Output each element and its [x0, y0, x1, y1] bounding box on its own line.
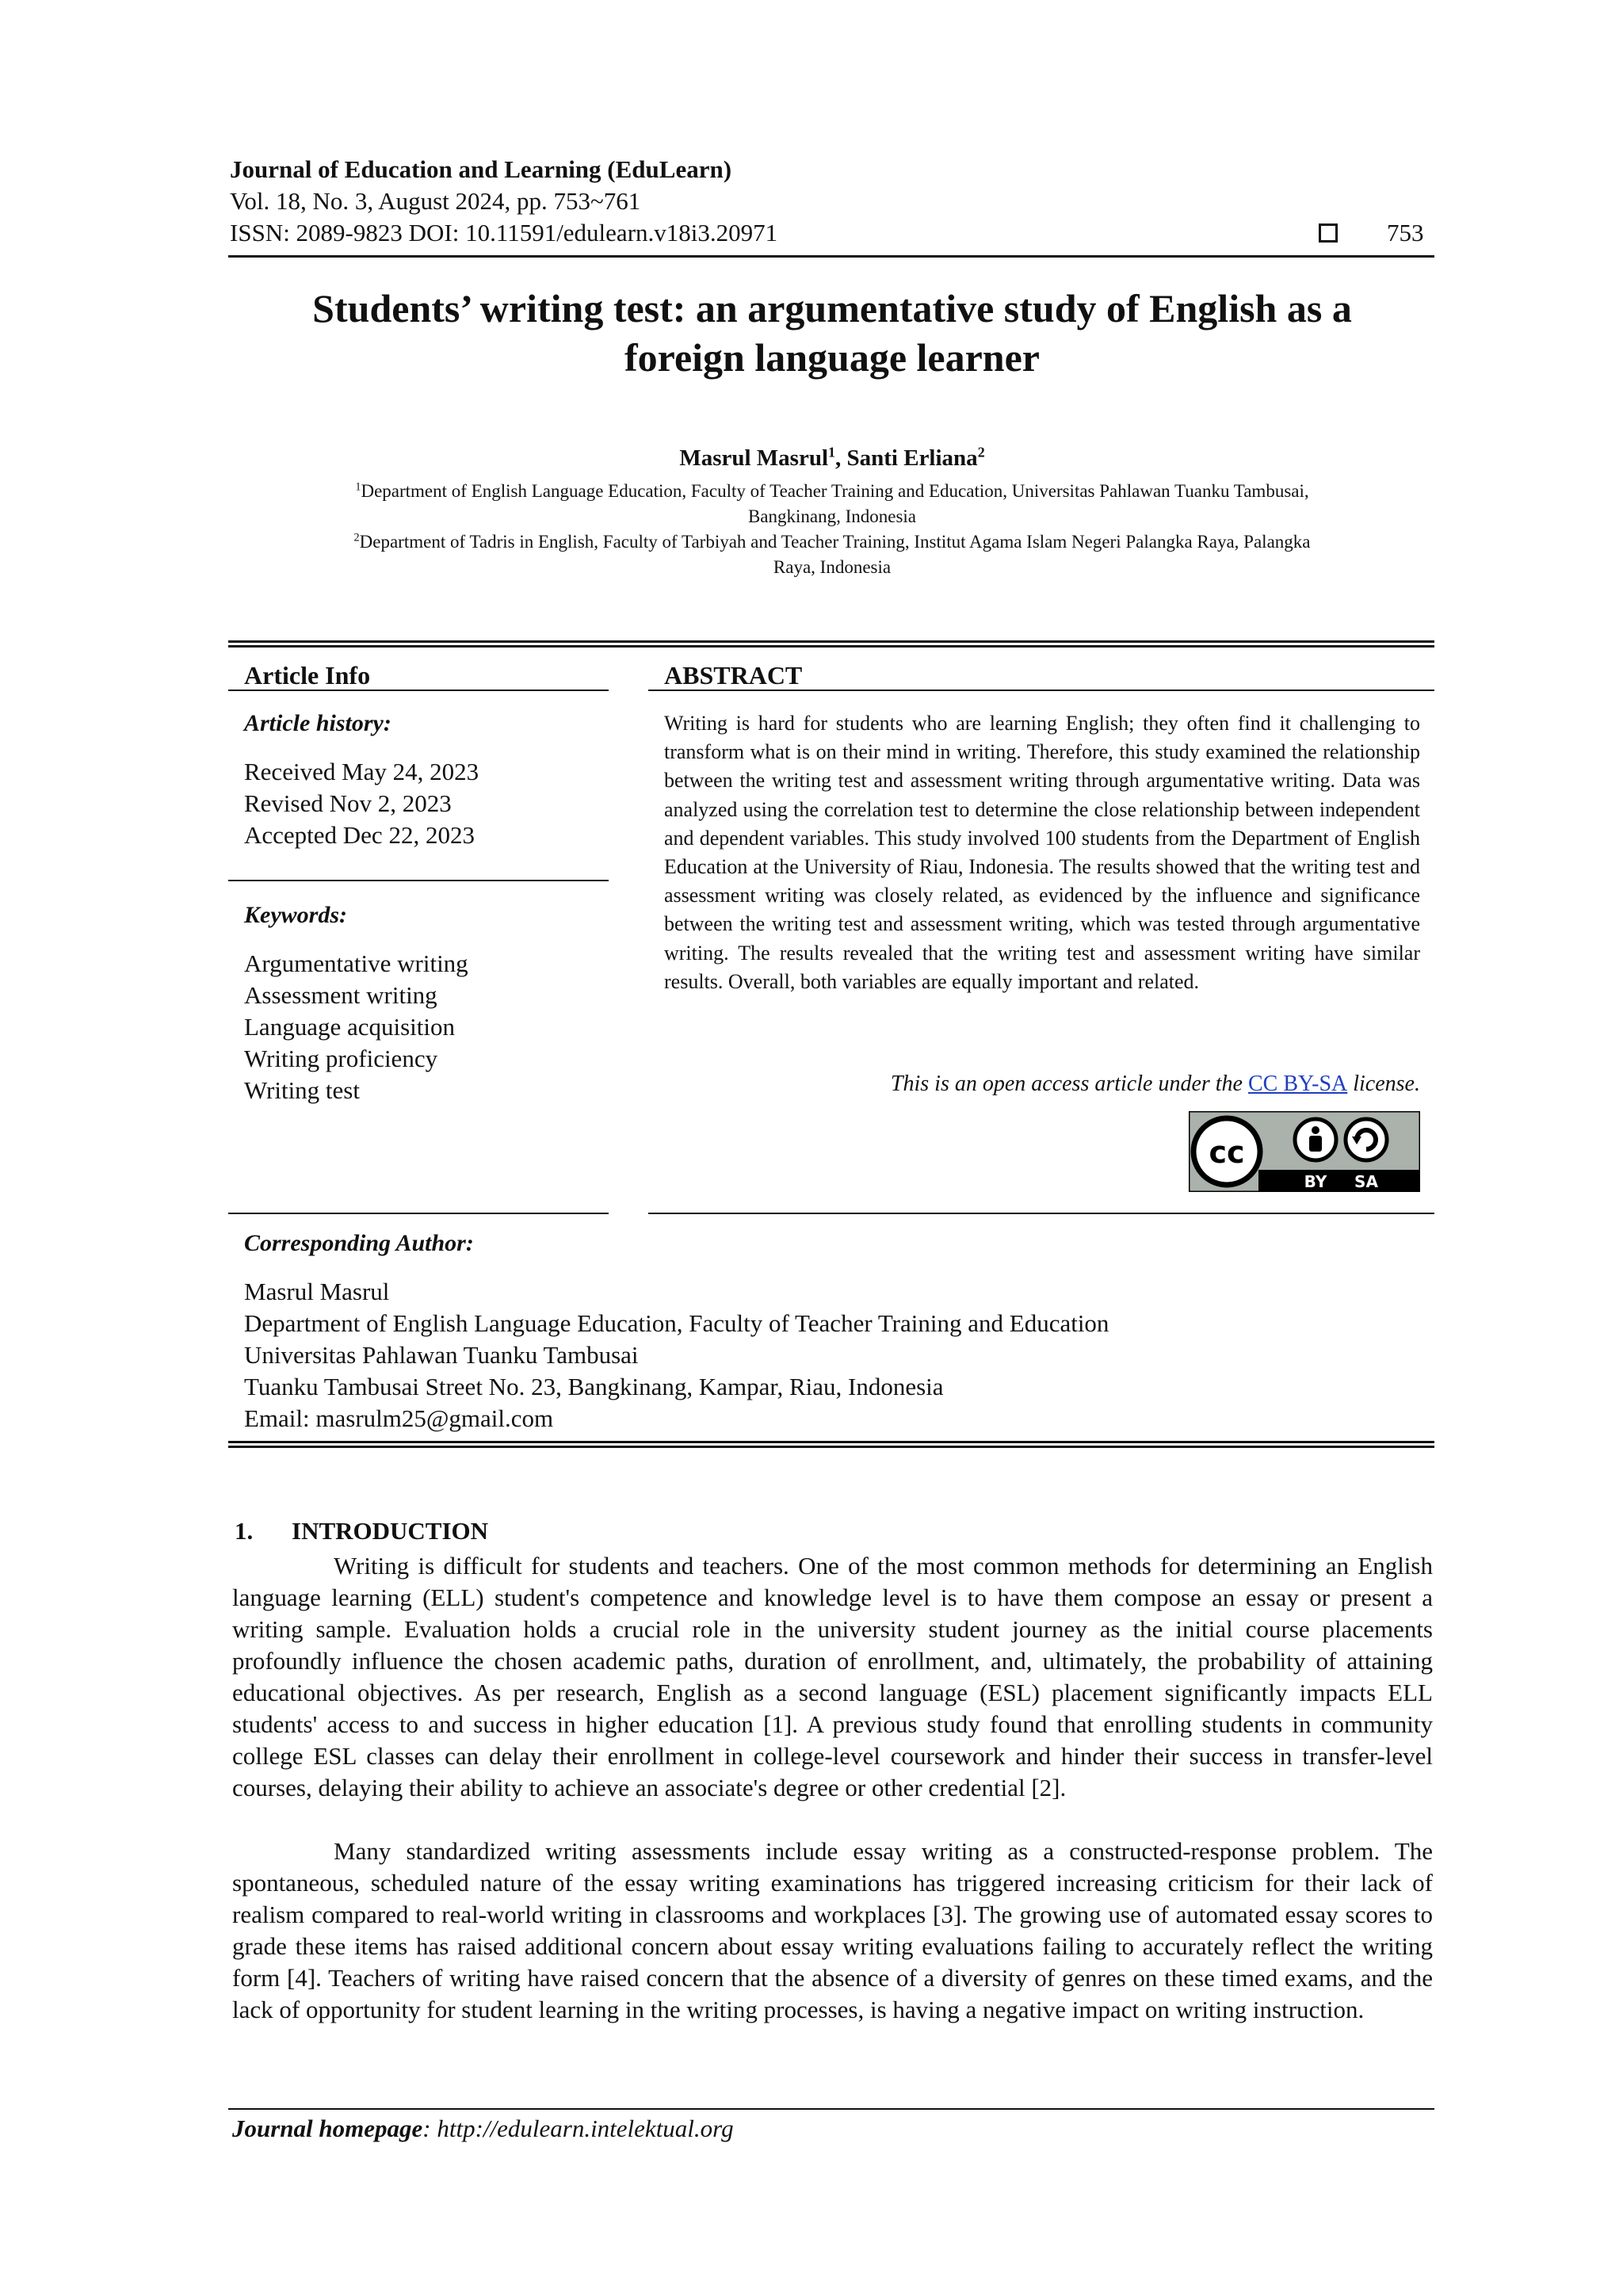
affiliation-2-line1: Department of Tadris in English, Faculty of Tarbiyah and Teacher Training, Institut Agama Islam Negeri Palangka Raya, Palangka	[359, 532, 1311, 552]
revised-date: Revised Nov 2, 2023	[244, 789, 452, 817]
affiliation-2	[238, 529, 1426, 580]
introduction-heading	[235, 1517, 488, 1545]
article-title	[230, 284, 1434, 382]
received-date: Received May 24, 2023	[244, 758, 479, 785]
affiliation-1	[238, 479, 1426, 529]
authors	[230, 445, 1434, 472]
accepted-date: Accepted Dec 22, 2023	[244, 821, 475, 849]
affiliation-2-line2: Raya, Indonesia	[773, 557, 892, 577]
volume-line: Vol. 18, No. 3, August 2024, pp. 753~761	[230, 187, 641, 215]
affiliation-1-line2: Bangkinang, Indonesia	[747, 506, 917, 526]
section-number: 1.	[235, 1517, 254, 1545]
corresponding-address: Tuanku Tambusai Street No. 23, Bangkinang, Kampar, Riau, Indonesia	[244, 1373, 944, 1400]
homepage-label: Journal homepage	[232, 2115, 423, 2142]
corresponding-heading: Corresponding Author:	[244, 1230, 474, 1256]
affiliation-2-sup: 2	[353, 531, 360, 544]
square-icon	[1319, 223, 1338, 243]
journal-name: Journal of Education and Learning (EduLearn)	[230, 155, 732, 183]
cc-label: cc	[1209, 1135, 1245, 1170]
author-separator: ,	[835, 445, 847, 471]
corresponding-details	[244, 1276, 1109, 1435]
homepage-url[interactable]: : http://edulearn.intelektual.org	[422, 2115, 734, 2142]
cc-by-sa-badge-icon[interactable]	[1189, 1111, 1420, 1192]
keywords-rule	[228, 880, 609, 881]
infobox-top-rule	[228, 640, 1434, 643]
journal-homepage	[232, 2115, 734, 2143]
abstract-heading: ABSTRACT	[664, 661, 803, 690]
article-info-rule	[228, 690, 609, 691]
keyword-item: Writing proficiency	[244, 1045, 438, 1072]
title-line-2: foreign language learner	[624, 335, 1040, 380]
issn-doi-line: ISSN: 2089-9823 DOI: 10.11591/edulearn.v18i3.20971	[230, 219, 778, 246]
sa-label: SA	[1354, 1172, 1378, 1191]
keyword-item: Assessment writing	[244, 981, 437, 1009]
open-access-line	[664, 1072, 1420, 1097]
by-label: BY	[1304, 1172, 1327, 1191]
infobox-bottom-rule	[228, 1441, 1434, 1443]
license-link[interactable]: CC BY-SA	[1247, 1072, 1348, 1096]
infobox-bottom-rule-2	[228, 1446, 1434, 1448]
article-history	[244, 756, 479, 851]
article-info-heading: Article Info	[244, 661, 371, 690]
corresponding-rule-right	[648, 1213, 1434, 1214]
keyword-item: Argumentative writing	[244, 949, 468, 977]
section-title: INTRODUCTION	[292, 1517, 489, 1545]
keyword-item: Writing test	[244, 1076, 360, 1104]
open-access-prefix: This is an open access article under the	[890, 1072, 1248, 1096]
article-history-heading: Article history:	[244, 710, 391, 736]
footer-rule	[228, 2108, 1434, 2110]
corresponding-univ: Universitas Pahlawan Tuanku Tambusai	[244, 1341, 639, 1369]
corresponding-dept: Department of English Language Education, Faculty of Teacher Training and Education	[244, 1309, 1109, 1337]
keywords-list	[244, 948, 468, 1106]
author-1: Masrul Masrul	[679, 445, 829, 471]
affiliation-1-sup: 1	[355, 480, 361, 494]
keywords-heading: Keywords:	[244, 902, 347, 928]
corresponding-name: Masrul Masrul	[244, 1278, 390, 1305]
abstract-rule	[648, 690, 1434, 691]
author-2: Santi Erliana	[846, 445, 978, 471]
intro-paragraph-2: Many standardized writing assessments include essay writing as a constructed-response problem. The spontaneous, scheduled nature of the essay writing examinations has triggered increasing criticism for their lack of realism compared to real-world writing in classrooms and workplaces [3]. The growing use of automated essay scores to grade these items has raised additional concern about essay writing evaluations failing to accurately reflect the writing form [4]. Teachers of writing have raised concern that the absence of a diversity of genres on these timed exams, and the lack of opportunity for student learning in the writing processes, is having a negative impact on writing instruction.	[232, 1837, 1433, 2023]
open-access-suffix: license.	[1347, 1072, 1420, 1096]
keyword-item: Language acquisition	[244, 1013, 455, 1041]
page-number: 753	[1387, 219, 1424, 246]
intro-paragraph-1: Writing is difficult for students and teachers. One of the most common methods for determining an English language learning (ELL) student's competence and knowledge level is to have them compose an essay or present a writing sample. Evaluation holds a crucial role in the university student journey as the initial course placements profoundly influence the chosen academic paths, duration of enrollment, and, ultimately, the probability of attaining educational objectives. As per research, English as a second language (ESL) placement significantly impacts ELL students' access to and success in higher education [1]. A previous study found that enrolling students in community college ESL classes can delay their enrollment in college-level coursework and hinder their success in transfer-level courses, delaying their ability to achieve an associate's degree or other credential [2].	[232, 1552, 1433, 1801]
corresponding-rule-left	[228, 1213, 609, 1214]
corresponding-email: Email: masrulm25@gmail.com	[244, 1404, 554, 1432]
infobox-top-rule-2	[228, 645, 1434, 648]
abstract-text: Writing is hard for students who are learning English; they often find it challenging to transform what is on their mind in writing. Therefore, this study examined the relationship between the writing test and assessment writing through argumentative writing. Data was analyzed using the correlation test to determine the close relationship between independent and dependent variables. This study involved 100 students from the Department of English Education at the University of Riau, Indonesia. The results showed that the writing test and assessment writing was closely related, as evidenced by the influence and significance between the writing test and assessment writing, which was tested through argumentative writing. The results revealed that the writing test and assessment writing have similar results. Overall, both variables are equally important and related.	[664, 712, 1420, 993]
header-rule	[228, 255, 1434, 258]
author-1-sup: 1	[828, 444, 835, 460]
author-2-sup: 2	[977, 444, 985, 460]
affiliation-1-line1: Department of English Language Education, Faculty of Teacher Training and Education, Universitas Pahlawan Tuanku Tambusai,	[361, 481, 1309, 501]
title-line-1: Students’ writing test: an argumentative study of English as a	[312, 286, 1352, 330]
